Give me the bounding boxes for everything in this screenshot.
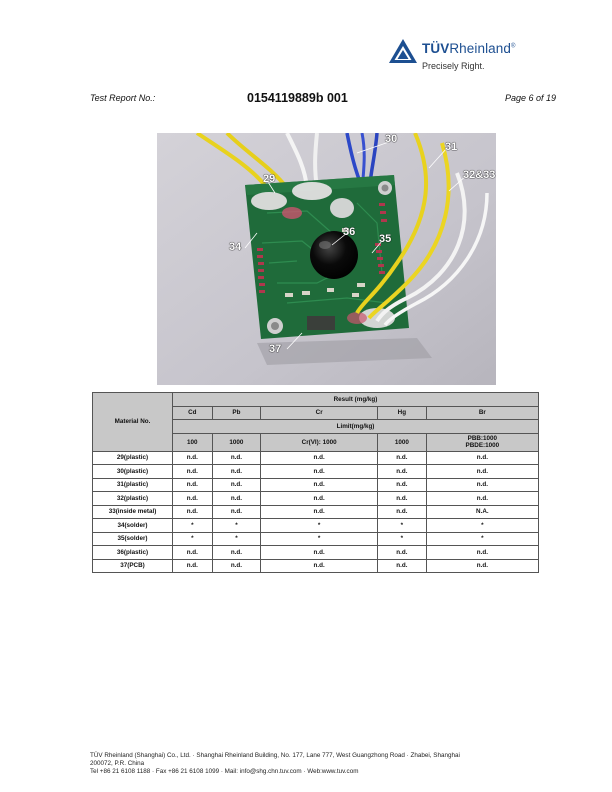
result-cell: * bbox=[261, 519, 378, 533]
result-header: Result (mg/kg) bbox=[173, 393, 539, 407]
material-header: Material No. bbox=[93, 393, 173, 452]
result-cell: n.d. bbox=[378, 465, 427, 479]
result-rows bbox=[93, 451, 539, 573]
report-number-label: Test Report No.: bbox=[90, 93, 156, 103]
result-cell: n.d. bbox=[212, 559, 261, 573]
element-header-hg: Hg bbox=[378, 406, 427, 420]
result-cell: * bbox=[212, 532, 261, 546]
table-row bbox=[93, 478, 539, 492]
table-row bbox=[93, 519, 539, 533]
limit-pb: 1000 bbox=[212, 433, 261, 451]
footer-address: TÜV Rheinland (Shanghai) Co., Ltd. · Shanghai Rheinland Building, No. 177, Lane 777, West Guangzhong Road · Zhabei, Shanghai bbox=[90, 752, 460, 759]
result-cell: n.d. bbox=[261, 492, 378, 506]
result-cell: n.d. bbox=[212, 465, 261, 479]
result-cell: n.d. bbox=[426, 546, 538, 560]
callout-31: 31 bbox=[445, 141, 458, 153]
limit-hg: 1000 bbox=[378, 433, 427, 451]
result-cell: n.d. bbox=[212, 505, 261, 519]
result-cell: n.d. bbox=[212, 492, 261, 506]
material-cell: 33(inside metal) bbox=[93, 505, 173, 519]
brand-name: TÜVRheinland® bbox=[422, 41, 516, 56]
result-cell: n.d. bbox=[212, 451, 261, 465]
table-row bbox=[93, 492, 539, 506]
material-cell: 32(plastic) bbox=[93, 492, 173, 506]
table-row bbox=[93, 559, 539, 573]
callout-35: 35 bbox=[379, 233, 392, 245]
table-row bbox=[93, 465, 539, 479]
result-cell: N.A. bbox=[426, 505, 538, 519]
limit-br bbox=[426, 433, 538, 451]
tuv-logo bbox=[388, 38, 568, 78]
result-header-row bbox=[93, 393, 539, 407]
footer-contact: Tel +86 21 6108 1188 · Fax +86 21 6108 1099 · Mail: info@shg.chn.tuv.com · Web:www.tuv.com bbox=[90, 768, 359, 775]
result-cell: * bbox=[378, 532, 427, 546]
limit-br-pbde: PBDE:1000 bbox=[465, 442, 500, 449]
material-cell: 37(PCB) bbox=[93, 559, 173, 573]
result-cell: n.d. bbox=[426, 451, 538, 465]
result-cell: n.d. bbox=[261, 505, 378, 519]
material-cell: 36(plastic) bbox=[93, 546, 173, 560]
table-row bbox=[93, 451, 539, 465]
result-cell: n.d. bbox=[426, 492, 538, 506]
result-cell: * bbox=[212, 519, 261, 533]
sample-photo bbox=[157, 133, 496, 385]
result-cell: n.d. bbox=[173, 546, 213, 560]
callout-34: 34 bbox=[229, 241, 242, 253]
callout-36: 36 bbox=[343, 226, 356, 238]
result-cell: n.d. bbox=[378, 559, 427, 573]
result-cell: * bbox=[426, 519, 538, 533]
report-number: 0154119889b 001 bbox=[247, 91, 348, 105]
pcb-photo-illustration bbox=[157, 133, 496, 385]
result-cell: * bbox=[378, 519, 427, 533]
limit-br-pbb: PBB:1000 bbox=[467, 435, 498, 442]
result-cell: n.d. bbox=[426, 465, 538, 479]
limit-cd: 100 bbox=[173, 433, 213, 451]
footer-postcode: 200072, P.R. China bbox=[90, 760, 145, 767]
result-cell: * bbox=[426, 532, 538, 546]
result-cell: n.d. bbox=[173, 465, 213, 479]
result-cell: n.d. bbox=[212, 546, 261, 560]
element-header-br: Br bbox=[426, 406, 538, 420]
result-cell: n.d. bbox=[261, 559, 378, 573]
result-cell: n.d. bbox=[378, 492, 427, 506]
result-cell: * bbox=[173, 519, 213, 533]
limit-cr: Cr(VI): 1000 bbox=[261, 433, 378, 451]
callout-29: 29 bbox=[263, 173, 276, 185]
result-cell: n.d. bbox=[173, 559, 213, 573]
material-cell: 35(solder) bbox=[93, 532, 173, 546]
element-header-pb: Pb bbox=[212, 406, 261, 420]
table-row bbox=[93, 532, 539, 546]
material-cell: 30(plastic) bbox=[93, 465, 173, 479]
result-cell: n.d. bbox=[426, 478, 538, 492]
results-table bbox=[92, 392, 539, 573]
result-cell: * bbox=[173, 532, 213, 546]
callout-32-33: 32&33 bbox=[463, 169, 496, 181]
element-header-cr: Cr bbox=[261, 406, 378, 420]
result-cell: n.d. bbox=[173, 505, 213, 519]
result-cell: n.d. bbox=[261, 546, 378, 560]
callout-37: 37 bbox=[269, 343, 282, 355]
page-number: Page 6 of 19 bbox=[505, 93, 557, 103]
limit-header: Limit(mg/kg) bbox=[173, 420, 539, 434]
tuv-triangle-icon bbox=[388, 38, 418, 64]
result-cell: n.d. bbox=[378, 546, 427, 560]
table-row bbox=[93, 546, 539, 560]
callout-30: 30 bbox=[385, 133, 398, 145]
brand-tagline: Precisely Right. bbox=[422, 61, 485, 71]
result-cell: * bbox=[261, 532, 378, 546]
result-cell: n.d. bbox=[261, 478, 378, 492]
material-cell: 31(plastic) bbox=[93, 478, 173, 492]
page-footer bbox=[90, 752, 540, 776]
result-cell: n.d. bbox=[173, 451, 213, 465]
result-cell: n.d. bbox=[378, 451, 427, 465]
table-row bbox=[93, 505, 539, 519]
result-cell: n.d. bbox=[173, 478, 213, 492]
result-cell: n.d. bbox=[426, 559, 538, 573]
result-cell: n.d. bbox=[378, 505, 427, 519]
result-cell: n.d. bbox=[261, 465, 378, 479]
result-cell: n.d. bbox=[212, 478, 261, 492]
result-cell: n.d. bbox=[261, 451, 378, 465]
element-header-cd: Cd bbox=[173, 406, 213, 420]
material-cell: 29(plastic) bbox=[93, 451, 173, 465]
result-cell: n.d. bbox=[378, 478, 427, 492]
result-cell: n.d. bbox=[173, 492, 213, 506]
material-cell: 34(solder) bbox=[93, 519, 173, 533]
